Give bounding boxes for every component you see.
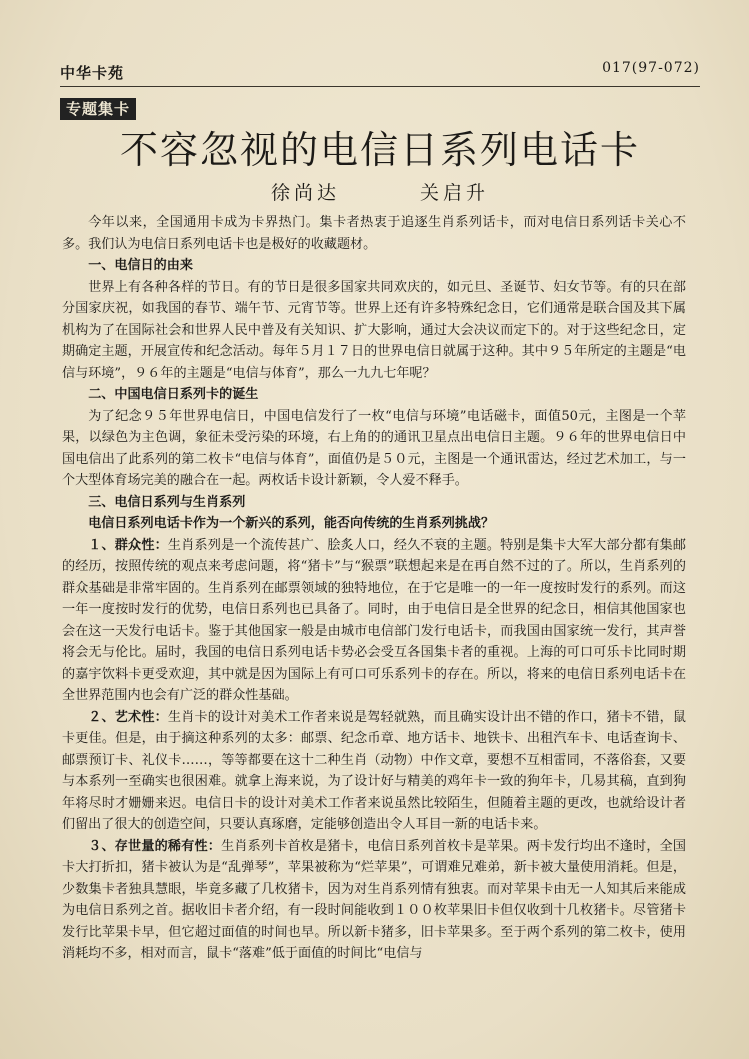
point-paragraph bbox=[62, 535, 686, 707]
article-authors bbox=[60, 178, 700, 205]
point-label: ２、艺术性： bbox=[88, 709, 168, 725]
section-heading: 二、中国电信日系列卡的诞生 bbox=[88, 387, 259, 402]
section-heading: 三、电信日系列与生肖系列 bbox=[88, 494, 246, 510]
section-tag: 专题集卡 bbox=[60, 98, 136, 120]
magazine-name: 中华卡苑 bbox=[60, 64, 125, 82]
author-name: 关启升 bbox=[420, 182, 490, 204]
body-paragraph: 为了纪念９５年世界电信日，中国电信发行了一枚“电信与环境”电话磁卡，面值50元，主图是一个苹果，以绿色为主色调，象征未受污染的环境，右上角的的通讯卫星点出电信日主题。９６年的世界电信日中国电信出了此系列的第二枚卡“电信与体育”，面值仍是５０元，主图是一个通讯雷达，经过艺术加工，与一个大型体育场完美的融合在一起。两枚话卡设计新颖，令人爱不释手。 bbox=[62, 408, 686, 488]
lead-question: 电信日系列电话卡作为一个新兴的系列，能否向传统的生肖系列挑战？ bbox=[88, 516, 495, 531]
point-text: 生肖系列是一个流传甚广、脍炙人口，经久不衰的主题。特别是集卡大军大部分都有集邮的经历，按照传统的观点来考虑问题，将“猪卡”与“猴票”联想起来是在再自然不过的了。所以，生肖系列的群众基础是非常牢固的。生肖系列在邮票领域的独特地位，在于它是唯一的一年一度按时发行的系列。而这一年一度按时发行的优势，电信日系列也已具备了。同时，由于电信日是全世界的纪念日，相信其他国家也会在这一天发行电话卡。鉴于其他国家一般是由城市电信部门发行电话卡，而我国由国家统一发行，其声誉将会无与伦比。届时，我国的电信日系列电话卡势必会受互各国集卡者的重视。上海的可口可乐卡比同时期的嘉宇饮料卡更受欢迎，其中就是因为国际上有可口可乐系列卡的存在。所以，将来的电信日系列电话卡在全世界范围内也会有广泛的群众性基础。 bbox=[62, 537, 686, 703]
author-name: 徐尚达 bbox=[270, 182, 340, 204]
point-paragraph bbox=[62, 707, 686, 836]
point-text: 生肖卡的设计对美术工作者来说是驾轻就熟，而且确实设计出不错的作口，猪卡不错，鼠卡更佳。但是，由于摘这种系列的太多：邮票、纪念币章、地方话卡、地铁卡、出租汽车卡、电话查询卡、邮票预订卡、礼仪卡……，等等都要在这十二种生肖（动物）中作文章，要想不互相雷同，不落俗套，又要与本系列一至确实也很困难。就拿上海来说，为了设计好与精美的鸡年卡一致的狗年卡，几易其稿，直到狗年将尽时才姗姗来迟。电信日卡的设计对美术工作者来说虽然比较陌生，但随着主题的更改，也就给设计者们留出了很大的创造空间，只要认真琢磨，定能够创造出令人耳目一新的电话卡来。 bbox=[62, 709, 686, 832]
page-header bbox=[60, 56, 700, 87]
intro-paragraph: 今年以来，全国通用卡成为卡界热门。集卡者热衷于追逐生肖系列话卡，而对电信日系列话卡关心不多。我们认为电信日系列电话卡也是极好的收藏题材。 bbox=[62, 215, 686, 252]
point-paragraph bbox=[62, 836, 686, 965]
article-body bbox=[62, 212, 686, 965]
page-code: 017(97-072) bbox=[602, 60, 700, 76]
section-heading: 一、电信日的由来 bbox=[88, 258, 193, 273]
point-label: ３、存世量的稀有性： bbox=[88, 838, 222, 854]
point-label: １、群众性： bbox=[88, 537, 168, 553]
article-title: 不容忽视的电信日系列电话卡 bbox=[119, 128, 640, 172]
body-paragraph: 世界上有各种各样的节日。有的节日是很多国家共同欢庆的，如元旦、圣诞节、妇女节等。有的只在部分国家庆祝，如我国的春节、端午节、元宵节等。世界上还有许多特殊纪念日，它们通常是联合国及其下属机构为了在国际社会和世界人民中普及有关知识、扩大影响，通过大会决议而定下的。对于这些纪念日，定期确定主题，开展宣传和纪念活动。每年５月１７日的世界电信日就属于这种。其中９５年所定的主题是“电信与环境”，９６年的主题是“电信与体育”，那么一九九七年呢？ bbox=[62, 279, 686, 381]
point-text: 生肖系列卡首枚是猪卡，电信日系列首枚卡是苹果。两卡发行均出不逢时，全国卡大打折扣，猪卡被认为是“乱弹琴”，苹果被称为“烂苹果”，可谓难兄难弟，新卡被大量使用消耗。但是，少数集卡者独具慧眼，毕竟多藏了几枚猪卡，因为对生肖系列情有独衷。而对苹果卡由无一人知其后来能成为电信日系列之首。据收旧卡者介绍，有一段时间能收到１００枚苹果旧卡但仅收到十几枚猪卡。尽管猪卡发行比苹果卡早，但它超过面值的时间也早。所以新卡猪多，旧卡苹果多。至于两个系列的第二枚卡，使用消耗均不多，相对而言，鼠卡“落难”低于面值的时间比“电信与 bbox=[62, 838, 686, 961]
